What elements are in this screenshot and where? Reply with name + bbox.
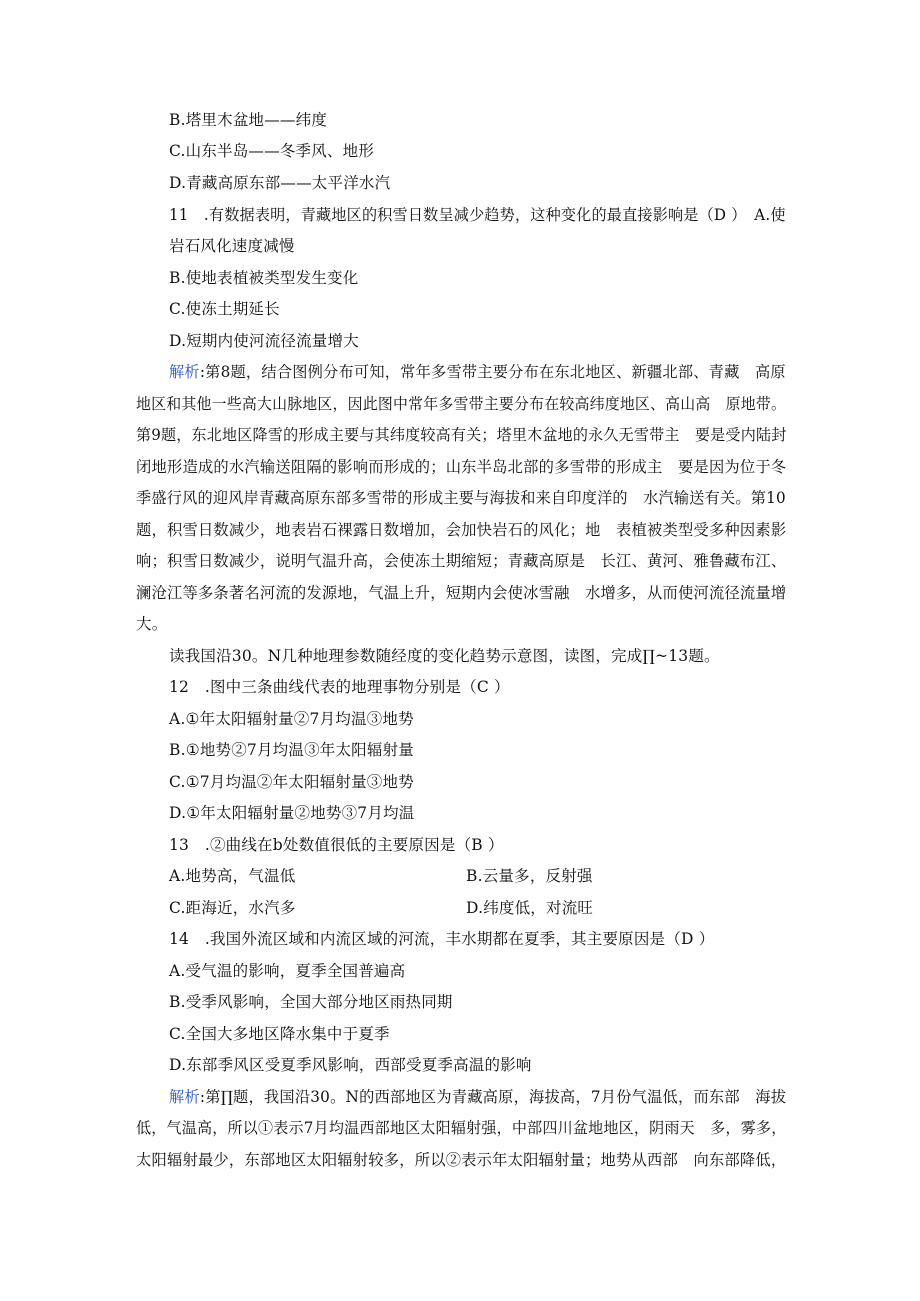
question-intro: 读我国沿30。N几种地理参数随经度的变化趋势示意图，读图，完成∏~13题。: [169, 647, 720, 665]
q14-option-c: C.全国大多地区降水集中于夏季: [169, 1025, 390, 1043]
analysis-label: 解析: [169, 363, 200, 381]
analysis1-line3: 第9题，东北地区降雪的形成主要与其纬度较高有关；塔里木盆地的永久无雪带主 要是受内陆封: [136, 426, 787, 444]
q13-stem: 13 .②曲线在b处数值很低的主要原因是（B ）: [169, 836, 504, 854]
q13-option-b: B.云量多，反射强: [466, 867, 593, 885]
q12-option-d: D.①年太阳辐射量②地势③7月均温: [169, 804, 415, 822]
q11-stem-line1: 11 .有数据表明，青藏地区的积雪日数呈减少趋势，这种变化的最直接影响是（D ） A.使: [169, 206, 786, 224]
q14-option-a: A.受气温的影响，夏季全国普遍高: [169, 962, 406, 980]
analysis2-line3: 太阳辐射最少，东部地区太阳辐射较多，所以②表示年太阳辐射量；地势从西部 向东部降低，: [136, 1151, 787, 1169]
analysis1-line4: 闭地形造成的水汽输送阻隔的影响而形成的；山东半岛北部的多雪带的形成主 要是因为位于冬: [136, 458, 787, 476]
q12-stem: 12 .图中三条曲线代表的地理事物分别是（C ）: [169, 678, 510, 696]
q10-option-b: B.塔里木盆地——纬度: [169, 111, 328, 129]
analysis1-line6: 题，积雪日数减少，地表岩石裸露日数增加，会加快岩石的风化；地 表植被类型受多种因素影: [136, 521, 787, 539]
q13-option-d: D.纬度低，对流旺: [466, 899, 594, 917]
q11-option-c: C.使冻土期延长: [169, 300, 280, 318]
analysis-label: 解析: [169, 1088, 200, 1106]
analysis2-line2: 低，气温高，所以①表示7月均温西部地区太阳辐射强，中部四川盆地地区，阴雨天 多，雾多，: [136, 1119, 787, 1137]
q11-stem-line2: 岩石风化速度减慢: [169, 237, 295, 255]
q10-option-c: C.山东半岛——冬季风、地形: [169, 142, 375, 160]
analysis1-line8: 澜沧江等多条著名河流的发源地，气温上升，短期内会使冰雪融 水增多，从而使河流径流量增: [136, 584, 787, 602]
q11-option-d: D.短期内使河流径流量增大: [169, 332, 359, 350]
analysis1-line7: 响；积雪日数减少，说明气温升高，会使冻土期缩短；青藏高原是 长江、黄河、雅鲁藏布江、: [136, 552, 787, 570]
q12-option-c: C.①7月均温②年太阳辐射量③地势: [169, 773, 414, 791]
q14-stem: 14 .我国外流区域和内流区域的河流，丰水期都在夏季，其主要原因是（D ）: [169, 930, 715, 948]
q12-option-a: A.①年太阳辐射量②7月均温③地势: [169, 710, 414, 728]
analysis1-line9: 大。: [136, 615, 168, 633]
q11-option-b: B.使地表植被类型发生变化: [169, 269, 359, 287]
q10-option-d: D.青藏高原东部——太平洋水汽: [169, 174, 391, 192]
q12-option-b: B.①地势②7月均温③年太阳辐射量: [169, 741, 414, 759]
q13-option-c: C.距海近，水汽多: [169, 899, 296, 917]
analysis1-line5: 季盛行风的迎风岸青藏高原东部多雪带的形成主要与海拔和来自印度洋的 水汽输送有关。第10: [136, 489, 786, 507]
analysis2-line1: 解析:第∏题，我国沿30。N的西部地区为青藏高原，海拔高，7月份气温低，而东部 海拔: [169, 1088, 787, 1106]
q14-option-b: B.受季风影响，全国大部分地区雨热同期: [169, 993, 453, 1011]
q14-option-d: D.东部季风区受夏季风影响，西部受夏季高温的影响: [169, 1056, 532, 1074]
q13-option-a: A.地势高，气温低: [169, 867, 296, 885]
analysis1-line2: 地区和其他一些高大山脉地区，因此图中常年多雪带主要分布在较高纬度地区、高山高 原地带。: [136, 395, 787, 413]
analysis1-line1: 解析:第8题，结合图例分布可知，常年多雪带主要分布在东北地区、新疆北部、青藏 高原: [169, 363, 786, 381]
